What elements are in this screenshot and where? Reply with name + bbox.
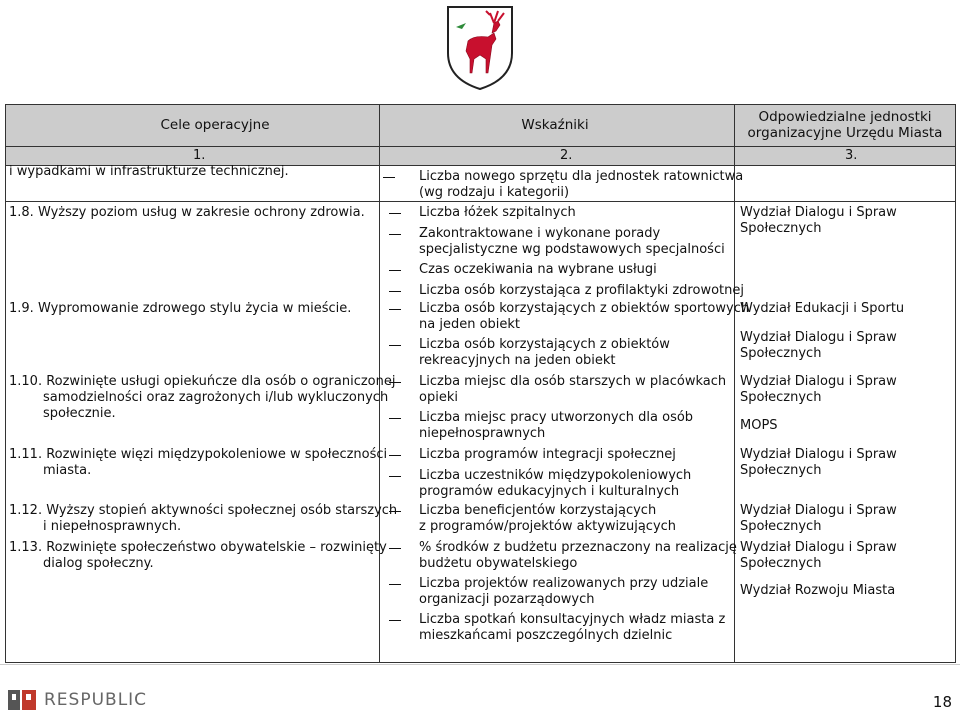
responsible-unit-text: Wydział Edukacji i Sportu: [740, 301, 905, 316]
column-number-2: 2.: [560, 148, 573, 163]
indicator-text: Zakontraktowane i wykonane porady: [419, 226, 661, 241]
responsible-unit-text: MOPS: [740, 418, 778, 433]
bullet-dash-icon: [389, 476, 401, 477]
responsible-unit-text: Społecznych: [740, 519, 822, 534]
operational-goal-text: samodzielności oraz zagrożonych i/lub wykluczonych: [43, 390, 389, 405]
operational-goal-text: miasta.: [43, 463, 92, 478]
column-divider: [734, 104, 735, 662]
header-goals: Cele operacyjne: [160, 117, 270, 133]
indicator-text: opieki: [419, 390, 458, 405]
city-coat-of-arms-icon: [444, 3, 516, 91]
indicator-text: % środków z budżetu przeznaczony na realizację: [419, 540, 737, 555]
footer-divider: [0, 664, 960, 665]
indicator-text: budżetu obywatelskiego: [419, 556, 578, 571]
indicator-text: rekreacyjnych na jeden obiekt: [419, 353, 616, 368]
indicator-text: Liczba nowego sprzętu dla jednostek ratownictwa: [419, 169, 744, 184]
indicator-text: Liczba osób korzystających z obiektów sportowych: [419, 301, 750, 316]
bullet-dash-icon: [389, 291, 401, 292]
bullet-dash-icon: [389, 548, 401, 549]
indicator-text: Liczba osób korzystających z obiektów: [419, 337, 670, 352]
responsible-unit-text: Wydział Dialogu i Spraw: [740, 205, 897, 220]
indicator-text: Liczba osób korzystająca z profilaktyki zdrowotnej: [419, 283, 744, 298]
bullet-dash-icon: [389, 345, 401, 346]
respublic-logo: [8, 688, 147, 712]
indicator-text: Liczba projektów realizowanych przy udziale: [419, 576, 709, 591]
bullet-dash-icon: [389, 584, 401, 585]
responsible-unit-text: Wydział Rozwoju Miasta: [740, 583, 896, 598]
responsible-unit-text: Społecznych: [740, 463, 822, 478]
responsible-unit-text: Wydział Dialogu i Spraw: [740, 503, 897, 518]
operational-goal-text: 1.13. Rozwinięte społeczeństwo obywatelskie – rozwinięty: [9, 540, 387, 555]
bullet-dash-icon: [389, 620, 401, 621]
indicator-text: Liczba łóżek szpitalnych: [419, 205, 576, 220]
indicator-text: specjalistyczne wg podstawowych specjalności: [419, 242, 725, 257]
responsible-unit-text: Wydział Dialogu i Spraw: [740, 447, 897, 462]
bullet-dash-icon: [389, 270, 401, 271]
responsible-unit-text: Wydział Dialogu i Spraw: [740, 374, 897, 389]
responsible-unit-text: Wydział Dialogu i Spraw: [740, 540, 897, 555]
indicators-table: [5, 104, 955, 662]
operational-goal-text: 1.10. Rozwinięte usługi opiekuńcze dla osób o ograniczonej: [9, 374, 396, 389]
indicator-text: Liczba uczestników międzypokoleniowych: [419, 468, 692, 483]
indicator-text: Liczba miejsc dla osób starszych w placówkach: [419, 374, 727, 389]
indicator-text: z programów/projektów aktywizujących: [419, 519, 677, 534]
page-number: 18: [932, 693, 952, 711]
operational-goal-text: dialog społeczny.: [43, 556, 154, 571]
column-number-1: 1.: [193, 148, 206, 163]
indicator-text: mieszkańcami poszczególnych dzielnic: [419, 628, 673, 643]
bullet-dash-icon: [389, 234, 401, 235]
bullet-dash-icon: [383, 177, 395, 178]
indicator-text: na jeden obiekt: [419, 317, 521, 332]
indicator-text: Czas oczekiwania na wybrane usługi: [419, 262, 657, 277]
respublic-logo-icon: [8, 688, 38, 712]
bullet-dash-icon: [389, 382, 401, 383]
responsible-unit-text: Społecznych: [740, 346, 822, 361]
indicator-text: Liczba miejsc pracy utworzonych dla osób: [419, 410, 694, 425]
indicator-text: Liczba spotkań konsultacyjnych władz miasta z: [419, 612, 726, 627]
bullet-dash-icon: [389, 213, 401, 214]
responsible-unit-text: Społecznych: [740, 556, 822, 571]
indicator-text: programów edukacyjnych i kulturalnych: [419, 484, 680, 499]
responsible-unit-text: Społecznych: [740, 221, 822, 236]
column-number-3: 3.: [845, 148, 858, 163]
indicator-text: Liczba programów integracji społecznej: [419, 447, 676, 462]
header-indicators: Wskaźniki: [521, 117, 589, 133]
indicator-text: organizacji pozarządowych: [419, 592, 595, 607]
indicator-text: (wg rodzaju i kategorii): [419, 185, 570, 200]
operational-goal-text: i wypadkami w infrastrukturze technicznej.: [9, 164, 289, 179]
responsible-unit-text: Społecznych: [740, 390, 822, 405]
operational-goal-text: społecznie.: [43, 406, 116, 421]
operational-goal-text: 1.12. Wyższy stopień aktywności społecznej osób starszych: [9, 503, 398, 518]
bullet-dash-icon: [389, 511, 401, 512]
operational-goal-text: 1.11. Rozwinięte więzi międzypokoleniowe w społeczności: [9, 447, 388, 462]
bullet-dash-icon: [389, 455, 401, 456]
operational-goal-text: 1.9. Wypromowanie zdrowego stylu życia w mieście.: [9, 301, 352, 316]
bullet-dash-icon: [389, 309, 401, 310]
responsible-unit-text: Wydział Dialogu i Spraw: [740, 330, 897, 345]
indicator-text: Liczba beneficjentów korzystających: [419, 503, 657, 518]
logo-text: RESPUBLIC: [44, 690, 148, 710]
operational-goal-text: 1.8. Wyższy poziom usług w zakresie ochrony zdrowia.: [9, 205, 365, 220]
row-divider: [5, 201, 955, 202]
bullet-dash-icon: [389, 418, 401, 419]
header-units: Odpowiedzialne jednostki organizacyjne Urzędu Miasta: [747, 109, 943, 141]
indicator-text: niepełnosprawnych: [419, 426, 546, 441]
operational-goal-text: i niepełnosprawnych.: [43, 519, 182, 534]
